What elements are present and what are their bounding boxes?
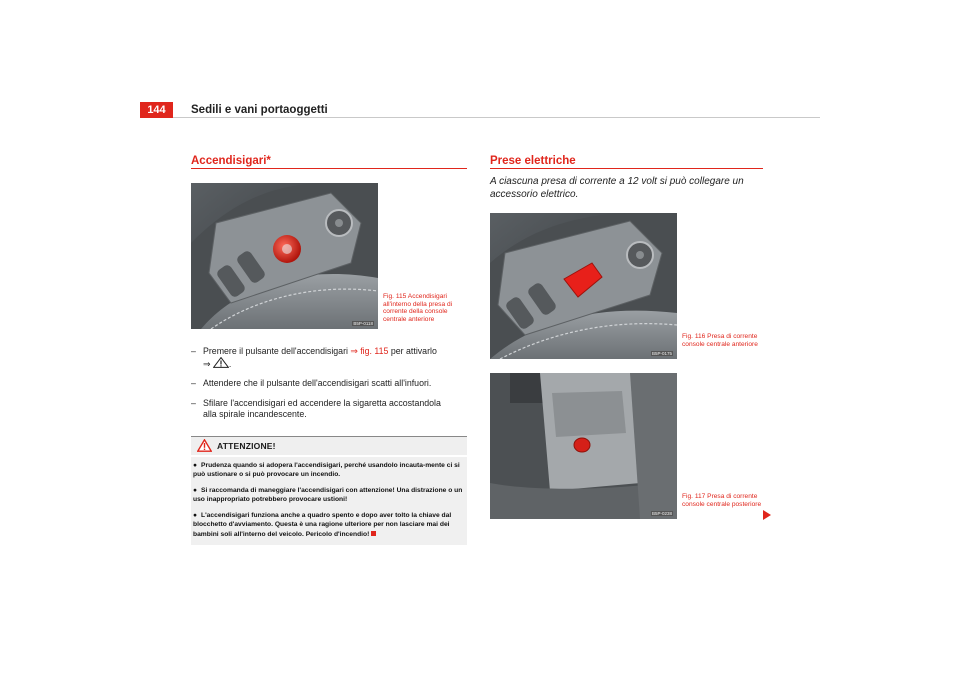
figure-115-caption: Fig. 115 Accendisigari all'interno della presa di corrente della console centrale anteriore [383, 293, 453, 323]
page-number: 144 [140, 102, 173, 118]
warning-item: ● L'accendisigari funziona anche a quadro spento e dopo aver tolto la chiave dal blocchetto d'avviamento. Questa è una ragione ulteriore per non lasciare mai dei bambini soli all'interno del veicolo. Pericolo d'incendio! [193, 512, 452, 538]
warning-title: ATTENZIONE! [217, 441, 276, 451]
step-1-text: Premere il pulsante dell'accendisigari [203, 346, 351, 356]
figure-117-photo [490, 373, 677, 519]
figure-117-caption: Fig. 117 Presa di corrente console centrale posteriore [682, 493, 762, 508]
figure-code: B5P-0175 [651, 351, 672, 356]
step-3 [191, 398, 467, 422]
page-header-title: Sedili e vani portaoggetti [191, 104, 328, 116]
section-heading-rule [490, 168, 763, 169]
step-dash: – [191, 378, 196, 388]
section-intro: A ciascuna presa di corrente a 12 volt si può collegare un accessorio elettrico. [490, 176, 744, 200]
section-heading-prese-elettriche: Prese elettriche [490, 155, 576, 167]
step-3-text: Sfilare l'accendisigari ed accendere la sigaretta accostandola alla spirale incandescente. [203, 398, 441, 419]
step-1-text-end: per attivarlo [388, 346, 437, 356]
step-2-text: Attendere che il pulsante dell'accendisigari scatti all'infuori. [203, 378, 432, 388]
warning-body [191, 457, 467, 545]
warning-item-text: Prudenza quando si adopera l'accendisigari, perché usandolo incauta-mente ci si può ustionare o si può provocare un incendio. [193, 462, 460, 479]
section-heading-accendisigari: Accendisigari* [191, 155, 271, 167]
step-2 [191, 378, 467, 390]
front-power-socket-illustration [490, 213, 677, 359]
warning-triangle-icon [197, 439, 212, 452]
header-divider [173, 117, 820, 118]
warning-triangle-icon [213, 357, 229, 368]
warning-item-text: Si raccomanda di maneggiare l'accendisigari con attenzione! Una distrazione o un uso inappropriato potrebbero provocare ustioni! [193, 487, 463, 504]
figure-116-caption: Fig. 116 Presa di corrente console centrale anteriore [682, 333, 758, 348]
warning-item-text: L'accendisigari funziona anche a quadro spento e dopo aver tolto la chiave dal blocchetto d'avviamento. Questa è una ragione ulteriore per non lasciare mai dei bambini soli all'interno del veicolo. Pericolo d'incendio! [193, 512, 452, 538]
step-dash: – [191, 346, 196, 356]
warning-item: ● Prudenza quando si adopera l'accendisigari, perché usandolo incauta-mente ci si può ustionare o si può provocare un incendio. [193, 462, 460, 479]
figure-reference-link[interactable]: ⇒ fig. 115 [350, 346, 389, 356]
figure-116-photo [490, 213, 677, 359]
warning-reference-arrow[interactable]: ⇒ [203, 359, 213, 369]
warning-box [191, 436, 467, 545]
warning-header [191, 437, 467, 455]
step-dash: – [191, 398, 196, 408]
figure-code: B5P-0238 [651, 511, 672, 516]
section-end-marker [371, 531, 376, 536]
warning-item: ● Si raccomanda di maneggiare l'accendisigari con attenzione! Una distrazione o un uso inappropriato potrebbero provocare ustioni! [193, 487, 463, 504]
section-heading-rule [191, 168, 467, 169]
figure-code: B5P-0118 [353, 321, 373, 326]
cigarette-lighter-illustration [191, 183, 378, 329]
figure-115-photo [191, 183, 378, 329]
step-1: – Premere il pulsante dell'accendisigari ⇒ fig. 115 per attivarlo ⇒ . [191, 346, 437, 369]
next-page-arrow-icon[interactable] [763, 510, 771, 520]
rear-power-socket-illustration [490, 373, 677, 519]
